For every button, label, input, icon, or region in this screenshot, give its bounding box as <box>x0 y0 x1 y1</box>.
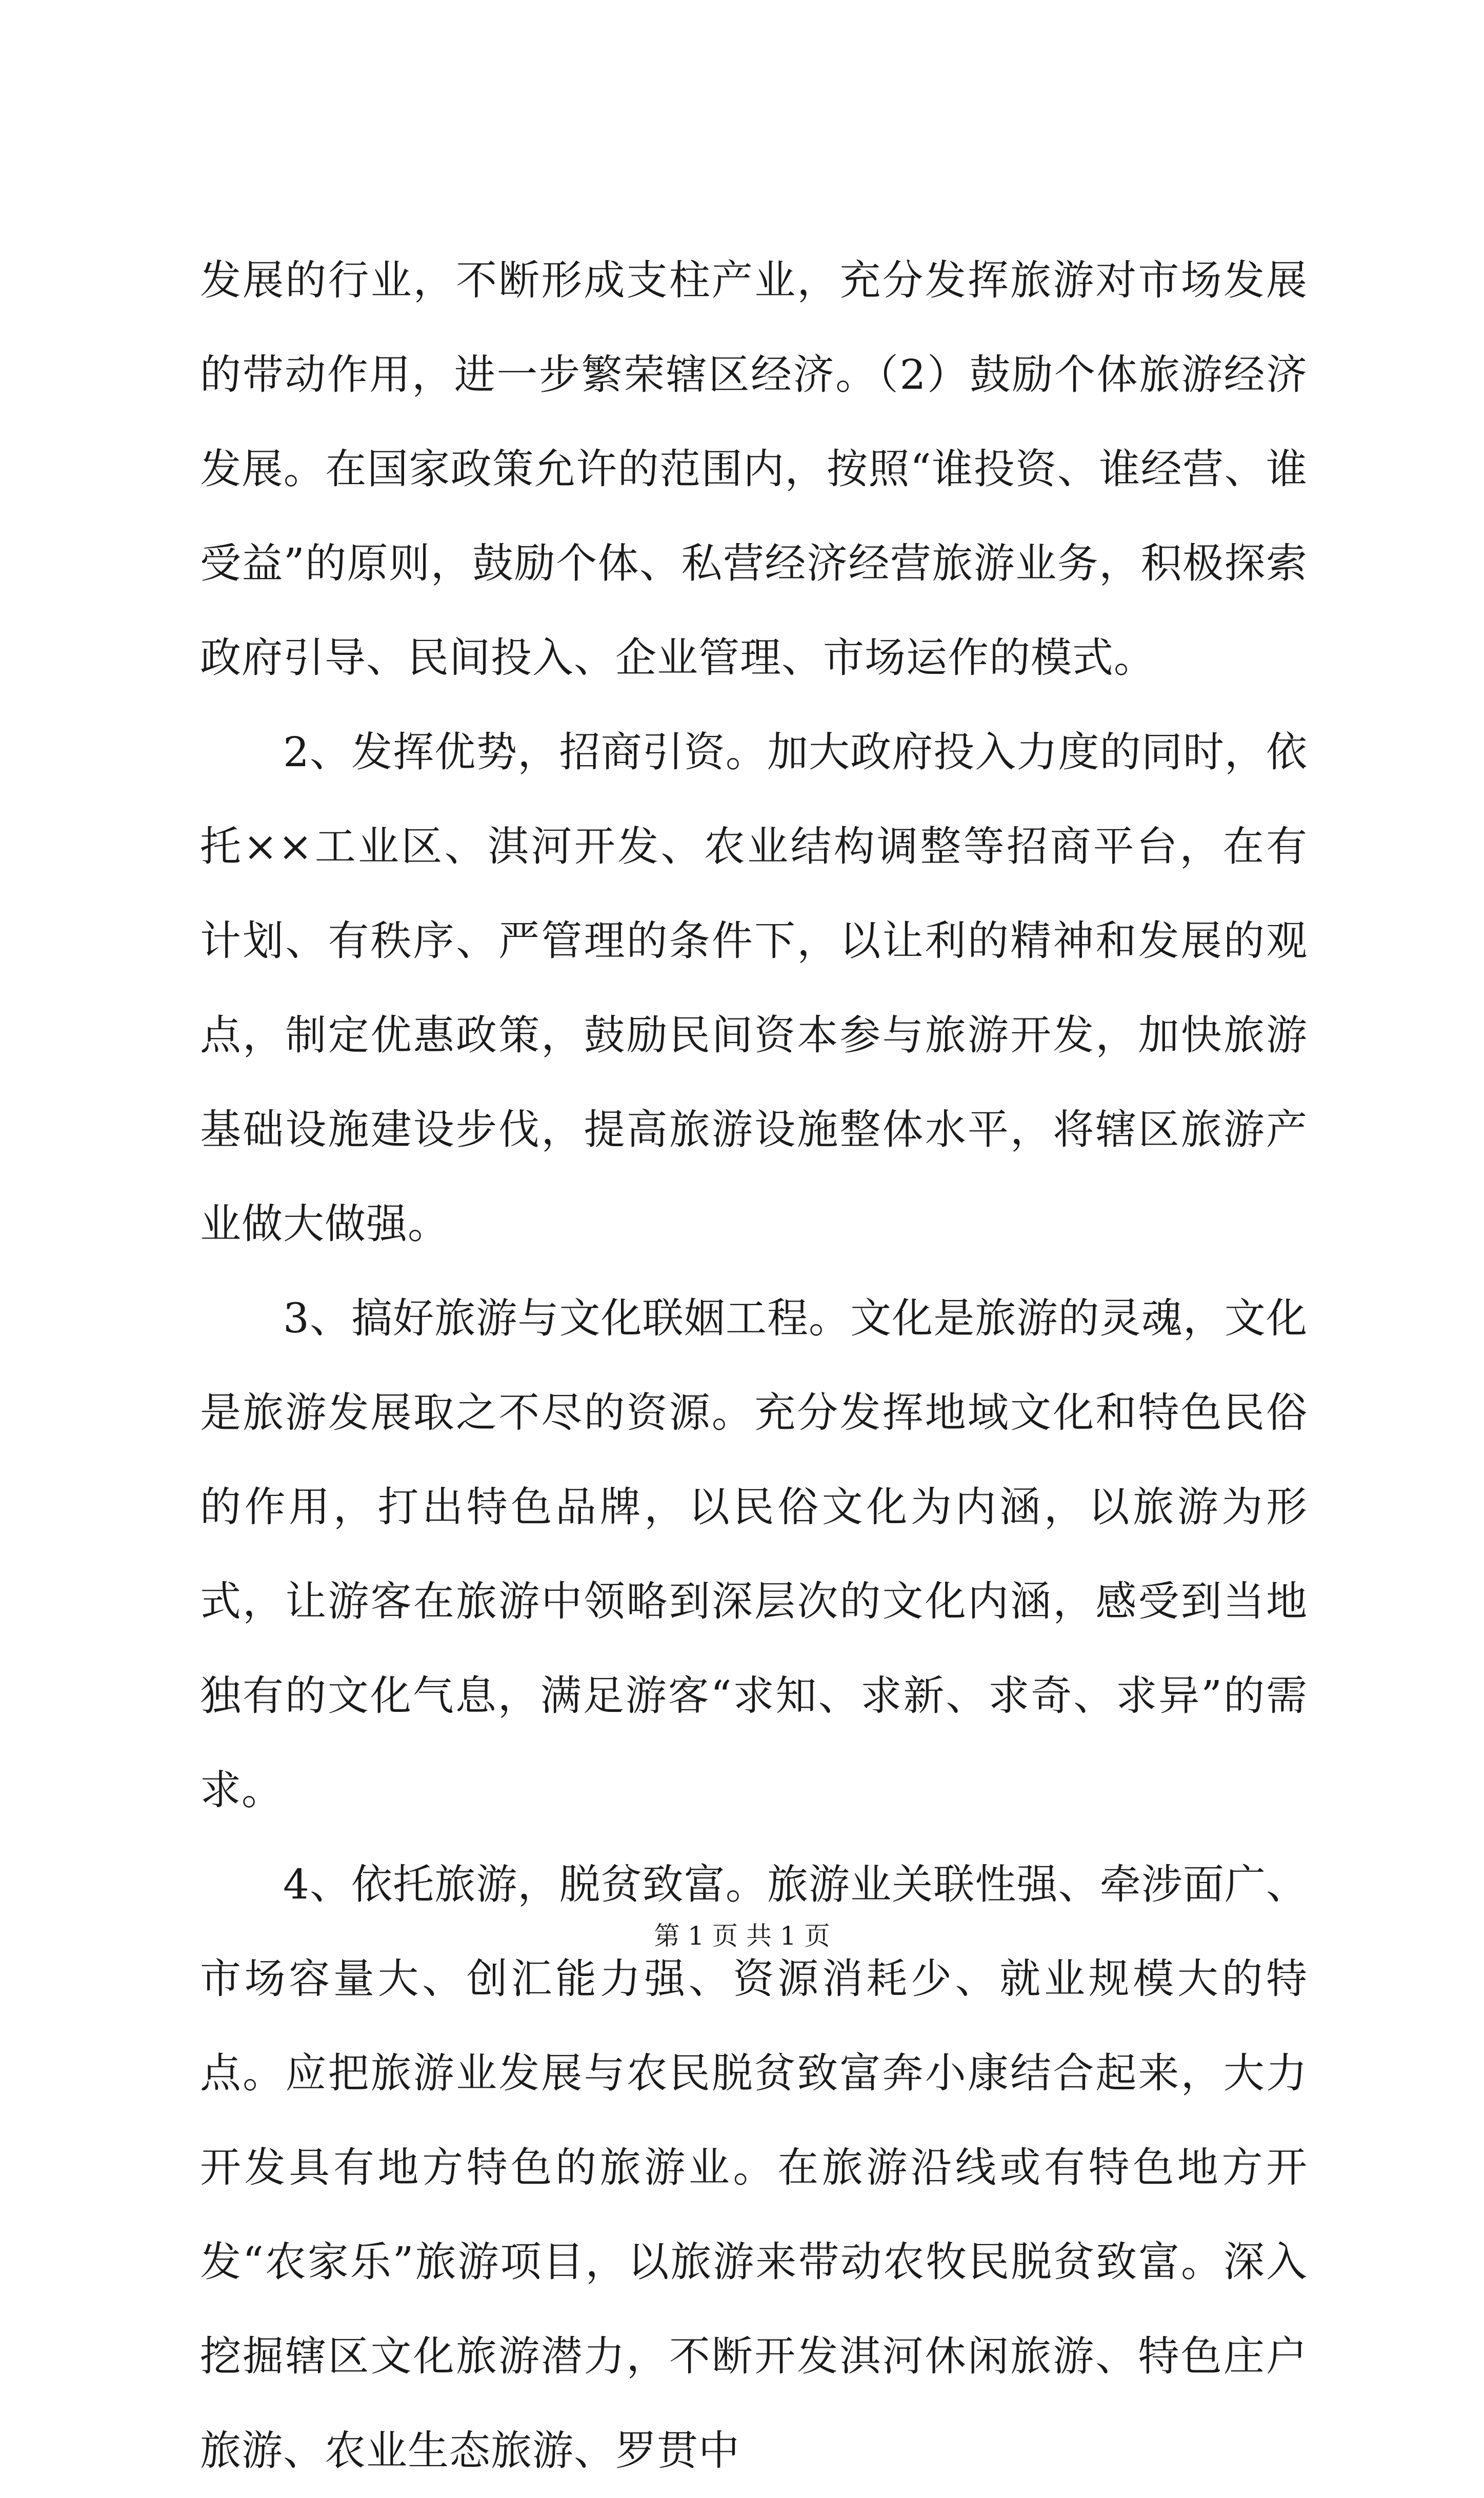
paragraph-4: 4、依托旅游，脱贫致富。旅游业关联性强、牵涉面广、市场容量大、创汇能力强、资源消耗少、就业规模大的特点。应把旅游业发展与农民脱贫致富奔小康结合起来，大力开发具有地方特色的旅游业。在旅游沿线或有特色地方开发“农家乐”旅游项目，以旅游来带动农牧民脱贫致富。深入挖掘辖区文化旅游潜力，不断开发淇河休闲旅游、特色庄户旅游、农业生态旅游、罗贯中 <box>200 1861 1308 2474</box>
paragraph-2: 2、发挥优势，招商引资。加大政府投入力度的同时，依托××工业区、淇河开发、农业结构调整等招商平台，在有计划、有秩序、严管理的条件下，以让利的精神和发展的观点，制定优惠政策，鼓励民间资本参与旅游开发，加快旅游基础设施建设步伐，提高旅游设施整体水平，将辖区旅游产业做大做强。 <box>200 728 1308 1248</box>
page-footer: 第 1 页 共 1 页 <box>654 1921 830 1951</box>
document-body <box>200 233 1308 2498</box>
paragraph-1: 发展的行业，不断形成支柱产业，充分发挥旅游对市场发展的带动作用，进一步繁荣辖区经济。（2）鼓励个体旅游经济发展。在国家政策允许的范围内，按照“谁投资、谁经营、谁受益”的原则，鼓励个体、私营经济经营旅游业务，积极探索政府引导、民间投入、企业管理、市场运作的模式。 <box>200 256 1308 682</box>
paragraph-3: 3、搞好旅游与文化联姻工程。文化是旅游的灵魂，文化是旅游发展取之不尽的资源。充分发挥地域文化和特色民俗的作用，打出特色品牌，以民俗文化为内涵，以旅游为形式，让游客在旅游中领略到深层次的文化内涵，感受到当地独有的文化气息，满足游客“求知、求新、求奇、求异”的需求。 <box>200 1294 1308 1814</box>
